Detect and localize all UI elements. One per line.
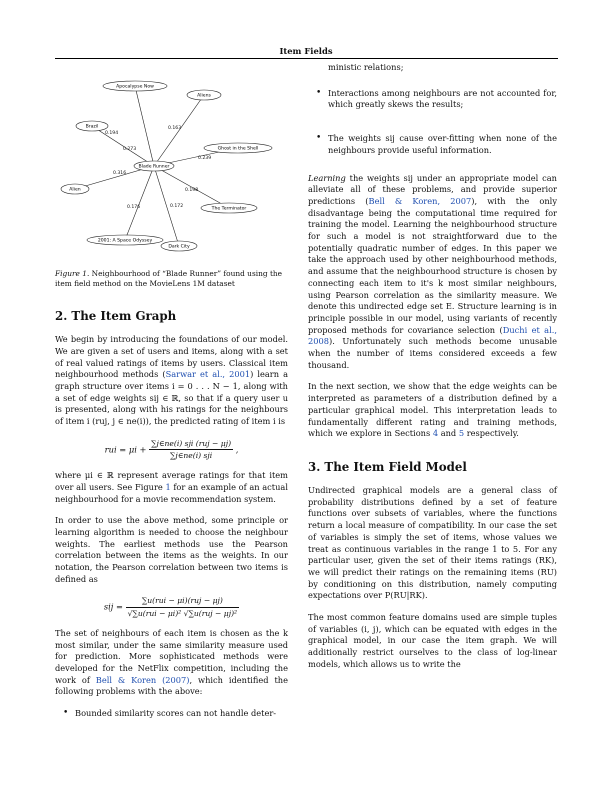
graph-edge-weight: 0.172 [170,204,184,209]
neighbourhood-graph-figure [55,62,288,262]
section-4-link[interactable]: 4 [432,428,439,439]
citation-bell-koren[interactable]: Bell & Koren (2007) [95,674,190,685]
figure-caption-label: Figure 1. [55,268,90,278]
bullet-interactions: • Interactions among neighbours are not accounted for, which greatly skews the results; [320,88,557,111]
learning-paragraph: Learning the weights sij under an appropriate model can alleviate all of these problems, and provide superior predictions (Bell & Koren, 2007), with the only disadvantage being the computational time required for training the model. Learning the neighbourhood structure for such a model is not straightforward due to the potentially quadratic number of edges. In this paper we take the approach used by other neighbourhood methods, and assume that the neighbourhood structure is chosen by connecting each item to it's k most similar neighbours, using Pearson correlation as the similarity measure. We denote this undirected edge set E. Structure learning is in principle possible in our model, using variants of recently proposed methods for covariance selection (Duchi et al., 2008). Unfortunately such methods become unusable when the number of items considered exceeds a few thousand. [308,172,557,370]
citation-duchi[interactable]: Duchi et al., 2008 [308,324,557,347]
section-2-title: 2. The Item Graph [55,309,177,324]
citation-bell-koren-2[interactable]: Bell & Koren, 2007 [368,195,472,206]
graph-edge-weight: 0.176 [127,205,141,210]
graph-edge-weight: 0.273 [123,147,137,152]
section-2-paragraph-3: In order to use the above method, some principle or learning algorithm is needed to choose the neighbour weights. The earliest methods use the Pearson correlation between the items as the weights. In our notation, the Pearson correlation between two items is defined as [55,515,288,584]
graph-node-label: Apocalypse Now [116,84,154,90]
figure-caption [55,269,288,289]
right-column [308,62,557,681]
graph-edge [125,166,154,240]
citation-sarwar[interactable]: Sarwar et al., 2001 [165,369,251,380]
graph-node-label: Aliens [197,93,211,99]
left-column [55,62,288,736]
bullet-overfitting: • The weights sij cause over-fitting when none of the neighbours provide useful information. [320,133,557,156]
graph-node-label: Brazil [85,124,99,130]
header-rule [55,58,558,59]
section-3-paragraph-1: Undirected graphical models are a general class of probability distributions defined by a set of feature functions over subsets of variables, where the functions return a local measure of compatibility. In our case the set of variables is simply the set of items, whose values we treat as continuous variables in the range 1 to 5. For any particular user, given the set of their items ratings (RK), we will predict their ratings on the remaining items (RU) by conditioning on this distribution, namely computing expectations over P(RU|RK). [308,484,557,601]
graph-node-label: The Terminator [211,206,247,212]
equation-pearson: sij = $\frac{\text{∑u(rui − μi)(ruj − μj)}}{\text{√∑u(rui − μi)² √∑u(ruj − μj)²}}$ [103,596,238,619]
graph-edge [92,126,154,166]
bullet-continuation: ministic relations; [328,62,404,72]
section-3-title: 3. The Item Field Model [308,459,467,474]
bullet-bounded-similarity: • Bounded similarity scores can not handle deter- [67,708,288,720]
graph-edge-weight: 0.316 [113,171,127,176]
graph-edge-weight: 0.194 [105,131,119,136]
graph-edge-weight: 0.163 [168,126,182,131]
section-3-paragraph-2: The most common feature domains used are simple tuples of variables (i, j), which can be equated with edges in the graphical model, in our case the item graph. We will additionally restrict ourselves to the class of log-linear models, which allows us to write the [308,612,557,669]
graph-edge-weight: 0.239 [198,156,212,161]
graph-edge-weight: 0.198 [185,188,199,193]
section-5-link[interactable]: 5 [458,428,465,439]
figure-reference[interactable]: 1 [165,481,171,492]
running-header: Item Fields [279,46,333,56]
graph-node-label: Dark City [168,244,190,250]
graph-node-label: Ghost in the Shell [217,146,259,152]
section-2-paragraph-4: The set of neighbours of each item is chosen as the k most similar, under the same similarity measure used for prediction. More sophisticated methods were developed for the NetFlix competition, including the work of Bell & Koren (2007), which identified the following problems with the above: [55,627,288,697]
equation-prediction: rui = μi + $\frac{\text{∑j∈ne(i) sji (ruj − μj)}}{\text{∑j∈ne(i) sji}}$ , [104,438,239,461]
figure-caption-text: Neighbourhood of “Blade Runner” found using the item field method on the MovieLens 1M dataset [55,268,283,288]
section-2-paragraph-2: where μi ∈ ℝ represent average ratings for that item over all users. See Figure 1 for an example of an actual neighbourhood for a movie recommendation system. [55,470,288,504]
graph-edge [135,86,154,166]
next-section-paragraph: In the next section, we show that the edge weights can be interpreted as parameters of a distribution defined by a particular graphical model. This interpretation leads to fundamentally different rating and training methods, which we explore in Sections 4 and 5 respectively. [308,381,557,439]
section-2-paragraph-1: We begin by introducing the foundations of our model. We are given a set of users and items, along with a set of real valued ratings of items by users. Classical item neighbourhood methods (Sarwar et al., 2001) learn a graph structure over items i = 0 . . . N − 1, along with a set of edge weights sij ∈ ℝ, so that if a query user u is presented, along with his ratings for the neighbours of item i (ruj, j ∈ ne(i)), the predicted rating of item i is [55,334,289,427]
graph-center-label: Blade Runner [138,164,170,170]
graph-node-label: 2001: A Space Odyssey [97,238,153,244]
graph-node-label: Alien [69,187,81,193]
